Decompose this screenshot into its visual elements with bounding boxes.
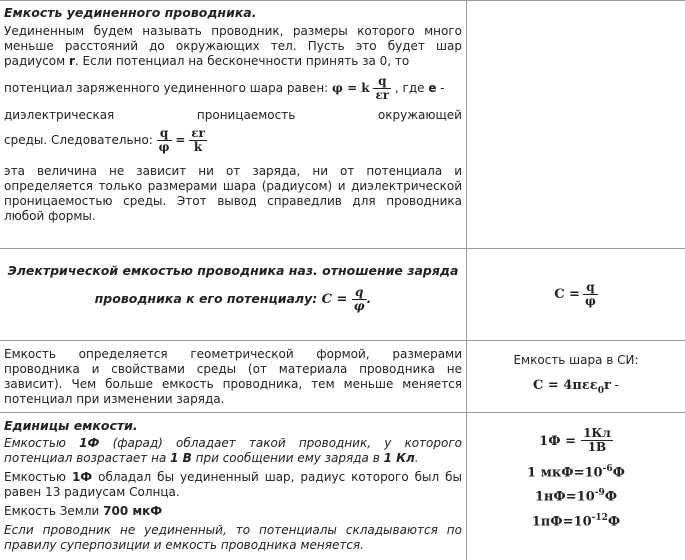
definition-line-2 [4,286,462,313]
paragraph-superposition: Если проводник не уединенный, то потенциалы складываются по правилу суперпозиции и емкость проводника меняется. [4,523,462,552]
formula-microfarad [467,464,685,480]
formula-er-over-k [189,127,207,154]
text-capacitance: Емкостью [4,436,80,450]
paragraph-earth [4,504,462,519]
text-potential: потенциал заряженного уединенного шара равен: [4,81,333,95]
formula-farad-def [467,427,685,454]
formula-nanofarad [467,488,685,504]
fraction-numerator: q [373,75,391,89]
formula-sphere: C = 4πεε [533,378,598,393]
formula-nanofarad-base: 1нФ=10 [534,489,595,505]
word-surrounding: окружающей [377,108,462,122]
fraction-denominator: φ [584,294,596,308]
cell-isolated-conductor-text [0,1,467,248]
formula-equals: = [175,133,186,147]
formula-c-fraction [583,281,598,308]
text-therefore: среды. Следовательно: [4,133,157,147]
definition-text: проводника к его потенциалу: [94,291,322,306]
formula-picofarad-base: 1пФ=10 [531,513,592,529]
paragraph-farad [4,436,462,466]
formula-microfarad-unit: Ф [612,465,625,481]
symbol-epsilon: е [428,81,437,95]
formula-farad-lhs: 1Ф = [539,434,576,449]
unit-farad: 1Ф [71,470,93,484]
cell-sphere-capacitance [467,341,685,412]
value-earth-capacitance: 700 мкФ [103,504,163,518]
text-where: , где [394,81,429,95]
fraction-denominator: εr [375,88,390,102]
formula-picofarad [467,513,685,529]
fraction-denominator: 1В [587,440,607,454]
cell-capacitance-definition [0,249,467,340]
formula-c-lhs: C = [321,292,348,307]
row-units [0,413,685,560]
text-charge: при сообщении ему заряда в [191,451,384,465]
text-earth-capacitance: Емкость Земли [4,504,104,518]
text-period: . [414,451,419,465]
definition-line-1: Электрической емкостью проводника наз. отношение заряда [7,263,459,278]
paragraph-dielectric [4,108,462,123]
section-heading: Емкость уединенного проводника. [4,5,257,20]
word-dielectric: диэлектрическая [4,108,115,122]
formula-farad-fraction [581,427,613,454]
fraction-denominator: φ [353,299,365,313]
text-potential-zero: . Если потенциал на бесконечности принять за 0, то [74,54,410,68]
paragraph-factors: Емкость определяется геометрической формой, размерами проводника и свойствами среды (от материала проводника не зависит). Чем больше емкость проводника, тем меньше меняется потенциал при изменении заряда. [4,347,462,406]
formula-c-fraction [352,286,367,313]
formula-period: . [366,291,372,306]
fraction-denominator: φ [158,140,170,154]
paragraph-potential [4,75,462,102]
paragraph-sun-sphere [4,470,462,500]
unit-volt: 1 В [170,451,192,465]
formula-r: r [603,378,611,393]
formula-picofarad-exp: -12 [591,512,608,523]
fraction-numerator: 1Кл [583,426,611,440]
fraction-denominator: k [193,140,203,154]
cell-capacitance-factors [0,341,467,412]
row-capacitance-definition [0,249,685,341]
text-sun-radius: обладал бы уединенный шар, радиус которого был бы равен 13 радиусам Солнца. [4,470,462,499]
formula-subscript-zero: 0 [597,386,604,397]
text-definition: Уединенным будем называть проводник, размеры которого много меньше расстояний до окружающих тел. Пусть это будет шар радиусом [4,24,462,68]
cell-units-text [0,413,467,560]
formula-q-over-phi [157,127,172,154]
formula-microfarad-base: 1 мкФ=10 [527,465,603,481]
units-heading: Единицы емкости. [4,418,138,433]
fraction-numerator: q [352,286,367,300]
fraction-numerator: q [157,127,172,141]
paragraph-definition [4,24,462,69]
formula-phi-lhs: φ = k [332,81,370,95]
word-permittivity: проницаемость [196,108,296,122]
cell-capacitance-formula [467,249,685,340]
row-capacitance-factors [0,341,685,413]
paragraph-therefore [4,127,462,154]
formula-c-lhs: C = [554,287,580,302]
sphere-capacitance-formula [467,374,685,396]
formula-nanofarad-unit: Ф [604,489,618,505]
text-capacitance: Емкостью [4,470,72,484]
text-dash: - [436,81,445,95]
row-isolated-conductor [0,1,685,249]
formula-phi-fraction [373,75,391,102]
formula-picofarad-unit: Ф [607,513,621,529]
cell-unit-formulas [467,413,685,560]
unit-coulomb: 1 Кл [383,451,415,465]
symbol-r: r [68,54,75,68]
sphere-capacitance-label: Емкость шара в СИ: [513,353,639,367]
text-farad-def: (фарад) обладает такой проводник, у которого потенциал возрастает на [4,436,462,465]
formula-microfarad-exp: -6 [602,464,613,474]
formula-nanofarad-exp: -9 [594,488,605,499]
fraction-numerator: q [583,281,598,295]
unit-farad: 1Ф [79,436,100,450]
fraction-numerator: εr [191,126,205,140]
cell-isolated-conductor-empty [467,1,685,248]
paragraph-conclusion: эта величина не зависит ни от заряда, ни от потенциала и определяется только размерами шара (радиусом) и диэлектрической проницаемостью среды. Этот вывод справедлив для проводника любой формы. [4,164,462,223]
formula-dash: - [610,378,619,392]
